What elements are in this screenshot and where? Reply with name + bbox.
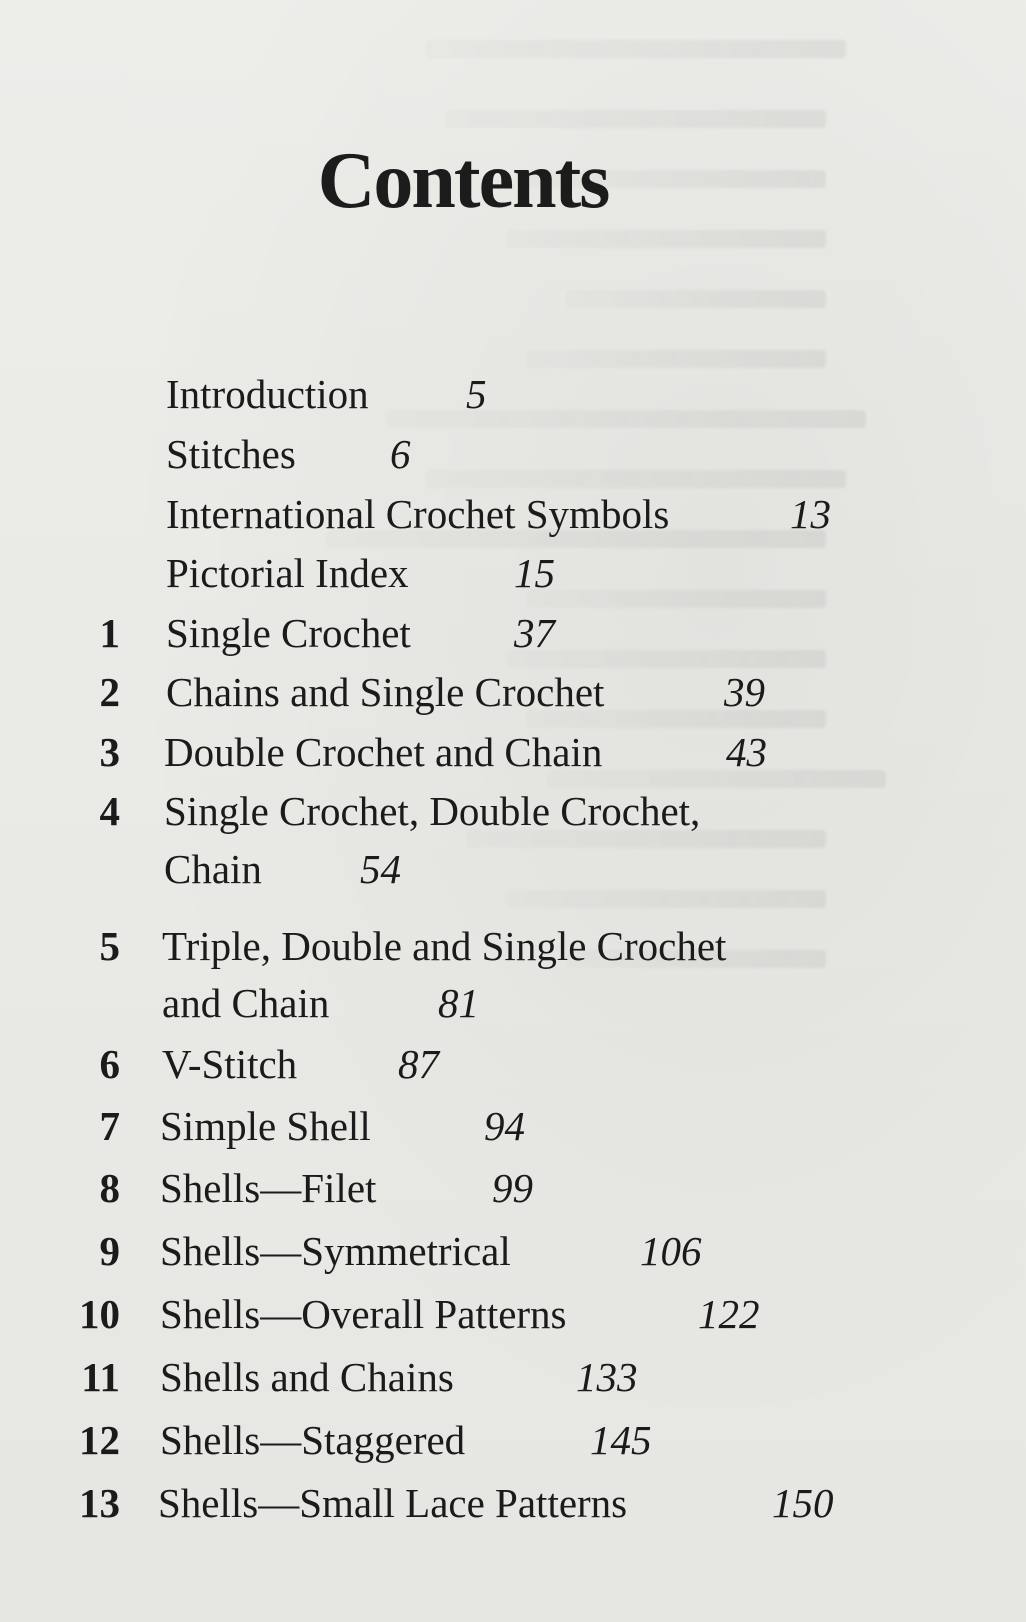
- toc-entry-title-line2: Chain: [164, 846, 262, 892]
- toc-entry-page: 13: [790, 491, 831, 537]
- toc-entry-title: International Crochet Symbols: [166, 491, 670, 537]
- toc-entry-page: 37: [514, 610, 555, 656]
- toc-entry-page: 94: [484, 1103, 525, 1149]
- toc-entry-title: Shells—Small Lace Patterns: [158, 1480, 628, 1526]
- toc-entry-title: Simple Shell: [160, 1103, 371, 1149]
- toc-entry-page: 39: [724, 669, 765, 715]
- chapter-number: 1: [99, 610, 120, 656]
- toc-entry-title: V-Stitch: [162, 1041, 298, 1087]
- page-title: Contents: [317, 136, 609, 225]
- chapter-number: 4: [99, 788, 120, 834]
- toc-entry-title: Shells—Overall Patterns: [160, 1291, 567, 1337]
- toc-entry-title: Shells—Filet: [160, 1165, 377, 1211]
- chapter-number: 11: [81, 1354, 120, 1400]
- toc-entry-title: Double Crochet and Chain: [164, 729, 603, 775]
- toc-entry-title-line2: and Chain: [162, 980, 330, 1026]
- chapter-number: 6: [99, 1041, 120, 1087]
- chapter-number: 8: [99, 1165, 120, 1211]
- toc-entry-page: 6: [390, 431, 411, 477]
- toc-entry-page: 54: [360, 846, 401, 892]
- toc-entry-page: 133: [576, 1354, 638, 1400]
- toc-entry-page: 81: [438, 980, 479, 1026]
- toc-entry-title: Shells—Staggered: [160, 1417, 466, 1463]
- toc-entry-page: 122: [698, 1291, 760, 1337]
- chapter-number: 12: [79, 1417, 120, 1463]
- toc-entry-title: Chains and Single Crochet: [166, 669, 605, 715]
- toc-entry-page: 15: [514, 550, 555, 596]
- chapter-number: 10: [79, 1291, 120, 1337]
- chapter-number: 5: [99, 923, 120, 969]
- toc-entry-page: 150: [772, 1480, 834, 1526]
- toc-entry-page: 99: [492, 1165, 533, 1211]
- toc-entry-title: Pictorial Index: [166, 550, 409, 596]
- toc-entry-page: 106: [640, 1228, 702, 1274]
- chapter-number: 2: [99, 669, 120, 715]
- toc-entry-page: 43: [726, 729, 767, 775]
- chapter-number: 7: [99, 1103, 120, 1149]
- chapter-number: 3: [99, 729, 120, 775]
- toc-entry-title-line1: Single Crochet, Double Crochet,: [164, 788, 701, 834]
- toc-entry-title: Shells—Symmetrical: [160, 1228, 511, 1274]
- toc-entry-page: 5: [466, 371, 487, 417]
- toc-entry-title: Shells and Chains: [160, 1354, 454, 1400]
- chapter-number: 13: [79, 1480, 120, 1526]
- toc-entry-title: Stitches: [166, 431, 296, 477]
- toc-entry-page: 145: [590, 1417, 652, 1463]
- toc-entry-title: Introduction: [166, 371, 369, 417]
- chapter-number: 9: [99, 1228, 120, 1274]
- toc-entry-title: Single Crochet: [166, 610, 411, 656]
- toc-entry-title-line1: Triple, Double and Single Crochet: [162, 923, 727, 969]
- toc-entry-page: 87: [398, 1041, 439, 1087]
